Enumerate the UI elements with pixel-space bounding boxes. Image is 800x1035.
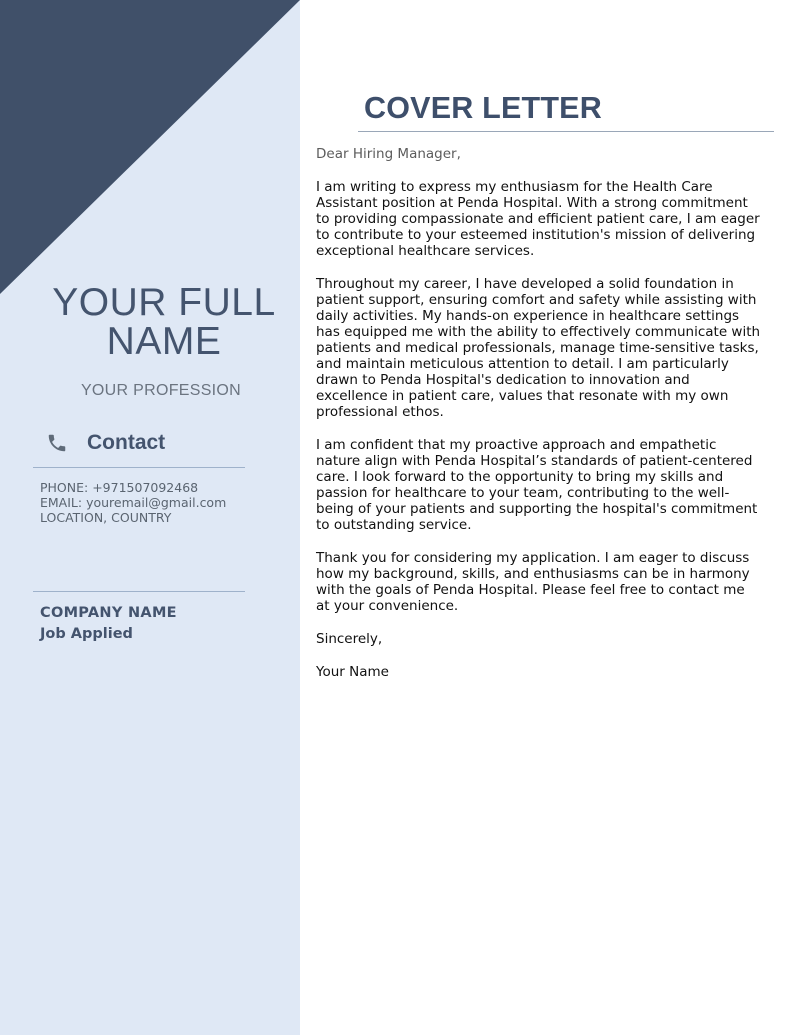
letter-body <box>316 146 762 697</box>
email-address: EMAIL: youremail@gmail.com <box>40 495 227 510</box>
corner-triangle <box>0 0 300 294</box>
name-line-1: YOUR FULL <box>52 281 276 324</box>
phone-icon <box>46 432 68 454</box>
company-divider <box>33 591 245 592</box>
closing: Sincerely, <box>316 631 383 647</box>
page-title: COVER LETTER <box>364 91 602 125</box>
paragraph-4: Thank you for considering my application. I am eager to discuss how my background, skills, and enthusiasms can be in harmony with the goals of Penda Hospital. Please feel free to contact me at your convenience. <box>316 550 750 614</box>
name-line-2: NAME <box>106 320 222 363</box>
greeting: Dear Hiring Manager, <box>316 146 461 162</box>
company-name: COMPANY NAME <box>40 605 177 621</box>
profession: YOUR PROFESSION <box>80 382 242 399</box>
job-applied: Job Applied <box>40 626 133 642</box>
signature: Your Name <box>316 664 389 680</box>
full-name <box>20 283 300 361</box>
contact-details <box>40 480 226 525</box>
title-rule <box>358 131 774 132</box>
phone-number: PHONE: +971507092468 <box>40 480 199 495</box>
location: LOCATION, COUNTRY <box>40 510 172 525</box>
paragraph-2: Throughout my career, I have developed a solid foundation in patient support, ensuring comfort and safety while assisting with daily activities. My hands-on experience in healthcare settings has equipped me with the ability to effectively communicate with patients and medical professionals, manage time-sensitive tasks, and maintain meticulous attention to detail. I am particularly drawn to Penda Hospital's dedication to innovation and excellence in patient care, values that resonate with my own professional ethos. <box>316 276 761 420</box>
paragraph-1: I am writing to express my enthusiasm for the Health Care Assistant position at Penda Hospital. With a strong commitment to providing compassionate and efficient patient care, I am eager to contribute to your esteemed institution's mission of delivering exceptional healthcare services. <box>316 179 760 259</box>
contact-divider <box>33 467 245 468</box>
paragraph-3: I am confident that my proactive approach and empathetic nature align with Penda Hospital’s standards of patient-centered care. I look forward to the opportunity to bring my skills and passion for healthcare to your team, contributing to the well-being of your patients and supporting the hospital's commitment to outstanding service. <box>316 437 758 533</box>
sidebar <box>0 0 300 1035</box>
contact-heading: Contact <box>87 431 166 454</box>
